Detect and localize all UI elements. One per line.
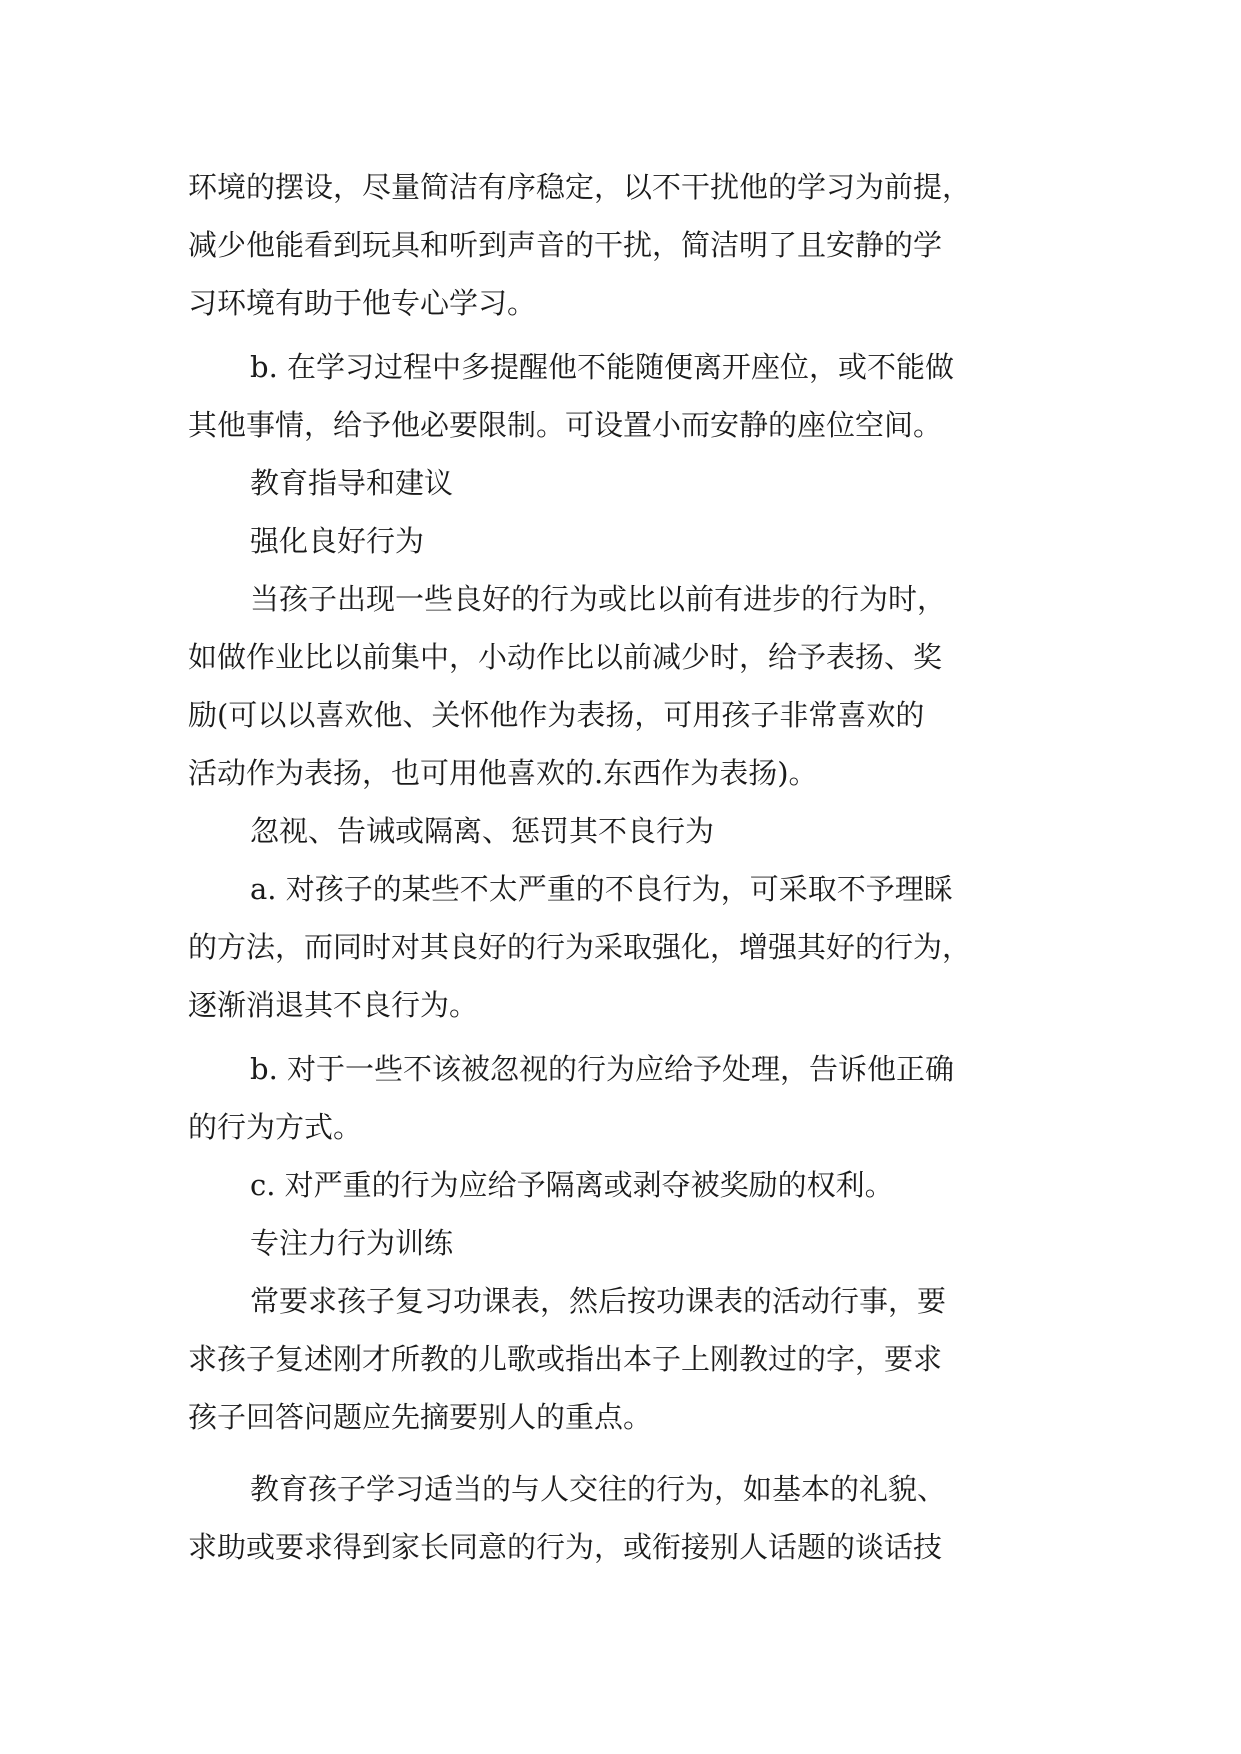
paragraph-line: b. 对于一些不该被忽视的行为应给予处理，告诉他正确	[250, 1052, 955, 1086]
paragraph-line: b. 在学习过程中多提醒他不能随便离开座位，或不能做	[250, 350, 955, 384]
paragraph-line: c. 对严重的行为应给予隔离或剥夺被奖励的权利。	[250, 1168, 894, 1202]
paragraph-line: 求孩子复述刚才所教的儿歌或指出本子上刚教过的字，要求	[188, 1342, 943, 1376]
paragraph-line: 逐渐消退其不良行为。	[188, 988, 479, 1022]
paragraph-line: 教育孩子学习适当的与人交往的行为，如基本的礼貌、	[250, 1472, 947, 1506]
paragraph-line: 孩子回答问题应先摘要别人的重点。	[188, 1400, 653, 1434]
paragraph-line: 求助或要求得到家长同意的行为，或衔接别人话题的谈话技	[188, 1530, 943, 1564]
body-text	[188, 158, 1056, 1576]
paragraph-line: 如做作业比以前集中，小动作比以前减少时，给予表扬、奖	[188, 640, 943, 674]
paragraph-line: 环境的摆设，尽量简洁有序稳定，以不干扰他的学习为前提，	[188, 170, 972, 204]
paragraph-line: 习环境有助于他专心学习。	[188, 286, 537, 320]
subsection-heading: 专注力行为训练	[250, 1226, 454, 1260]
paragraph-line: 常要求孩子复习功课表，然后按功课表的活动行事，要	[250, 1284, 947, 1318]
subsection-heading: 强化良好行为	[250, 524, 425, 558]
subsection-heading: 忽视、告诫或隔离、惩罚其不良行为	[250, 814, 715, 848]
paragraph-line: 其他事情，给予他必要限制。可设置小而安静的座位空间。	[188, 408, 943, 442]
paragraph-line: 活动作为表扬，也可用他喜欢的.东西作为表扬)。	[188, 756, 818, 790]
section-heading: 教育指导和建议	[250, 466, 454, 500]
paragraph-line: 励(可以以喜欢他、关怀他作为表扬，可用孩子非常喜欢的	[188, 698, 925, 732]
paragraph-line: 的行为方式。	[188, 1110, 363, 1144]
paragraph-line: 的方法，而同时对其良好的行为采取强化，增强其好的行为，	[188, 930, 972, 964]
paragraph-line: 减少他能看到玩具和听到声音的干扰，简洁明了且安静的学	[188, 228, 943, 262]
paragraph-line: 当孩子出现一些良好的行为或比以前有进步的行为时，	[250, 582, 947, 616]
paragraph-line: a. 对孩子的某些不太严重的不良行为，可采取不予理睬	[250, 872, 953, 906]
